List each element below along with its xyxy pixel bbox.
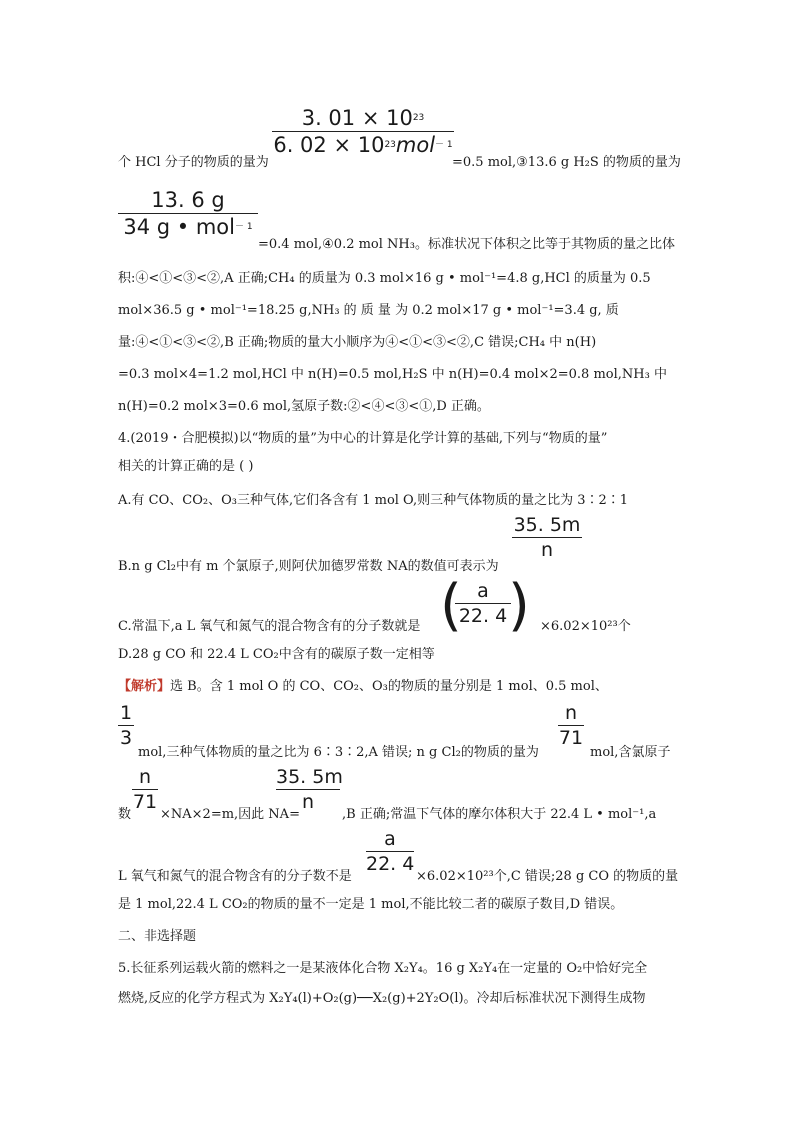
- text-line: 量:④<①<③<②,B 正确;物质的量大小顺序为④<①<③<②,C 错误;CH₄ 中 n(H): [118, 335, 597, 350]
- text-line: ,B 正确;常温下气体的摩尔体积大于 22.4 L • mol⁻¹,a: [342, 807, 657, 822]
- option-b: B.n g Cl₂中有 m 个氯原子,则阿伏加德罗常数 NA的数值可表示为: [118, 559, 499, 574]
- fraction-hcl: 3. $01 \times 10^{23}$ 6. $02 \times 10^{23}mol^{- 1}$: [273, 106, 453, 157]
- text-line: =0.5 mol,③13.6 g H₂S 的物质的量为: [452, 155, 681, 170]
- text-line: L 氧气和氮气的混合物含有的分子数不是: [118, 869, 352, 884]
- question-4-stem: 4.(2019・合肥模拟)以“物质的量”为中心的计算是化学计算的基础,下列与“物质的量”: [118, 431, 608, 446]
- text-line: 积:④<①<③<②,A 正确;CH₄ 的质量为 0.3 mol×16 g • mol⁻¹=4.8 g,HCl 的质量为 0.5: [118, 271, 651, 286]
- text-line: mol×36.5 g • mol⁻¹=18.25 g,NH₃ 的 质 量 为 0.2 mol×17 g • mol⁻¹=3.4 g, 质: [118, 303, 619, 318]
- fraction-n-71: n 71: [132, 766, 158, 813]
- text-line: 个 HCl 分子的物质的量为: [118, 155, 269, 170]
- text-line: =0.4 mol,④0.2 mol NH₃。标准状况下体积之比等于其物质的量之比体: [258, 237, 675, 252]
- option-a: A.有 CO、CO₂、O₃三种气体,它们各含有 1 mol O,则三种气体物质的量之比为 3∶2∶1: [118, 493, 629, 508]
- fraction-n-71: n 71: [558, 702, 584, 749]
- fraction-option-b: 35. 5m n: [513, 514, 581, 561]
- text-line: ×6.02×10²³个,C 错误;28 g CO 的物质的量: [416, 869, 679, 884]
- fraction-one-third: 1 3: [119, 702, 133, 749]
- option-c: C.常温下,a L 氧气和氮气的混合物含有的分子数就是: [118, 619, 421, 634]
- text-line: ×NA×2=m,因此 NA=: [160, 807, 300, 822]
- analysis-tag: 【解析】: [118, 679, 171, 694]
- fraction-h2s: 13. 6 g 34 g • mol$^{- 1}$: [118, 188, 258, 239]
- analysis-line: 【解析】选 B。含 1 mol O 的 CO、CO₂、O₃的物质的量分别是 1 mol、0.5 mol、: [118, 679, 608, 694]
- text-line: mol,含氯原子: [590, 745, 671, 760]
- right-paren: ): [508, 573, 530, 638]
- option-d: D.28 g CO 和 22.4 L CO₂中含有的碳原子数一定相等: [118, 647, 435, 662]
- fraction-a-22-4: a 22. 4: [366, 828, 415, 875]
- text-line: 是 1 mol,22.4 L CO₂的物质的量不一定是 1 mol,不能比较二者的碳原子数目,D 错误。: [118, 897, 624, 912]
- text-line: =0.3 mol×4=1.2 mol,HCl 中 n(H)=0.5 mol,H₂S 中 n(H)=0.4 mol×2=0.8 mol,NH₃ 中: [118, 367, 667, 382]
- fraction-option-c: a 22. 4: [455, 580, 511, 627]
- question-5-stem: 5.长征系列运载火箭的燃料之一是某液体化合物 X₂Y₄。16 g X₂Y₄在一定量的 O₂中恰好完全: [118, 961, 648, 976]
- text-line: 数: [118, 807, 132, 822]
- option-c: ×6.02×10²³个: [540, 619, 631, 634]
- text-line: mol,三种气体物质的量之比为 6∶3∶2,A 错误; n g Cl₂的物质的量为: [138, 745, 539, 760]
- question-4-stem: 相关的计算正确的是 ( ): [118, 459, 254, 474]
- text-line: n(H)=0.2 mol×3=0.6 mol,氢原子数:②<④<③<①,D 正确。: [118, 399, 490, 414]
- question-5-stem: 燃烧,反应的化学方程式为 X₂Y₄(l)+O₂(g)──X₂(g)+2Y₂O(l)。冷却后标准状况下测得生成物: [118, 991, 646, 1006]
- fraction-na: 35. 5m n: [276, 766, 343, 813]
- section-heading: 二、非选择题: [118, 929, 197, 944]
- left-paren: (: [440, 573, 462, 638]
